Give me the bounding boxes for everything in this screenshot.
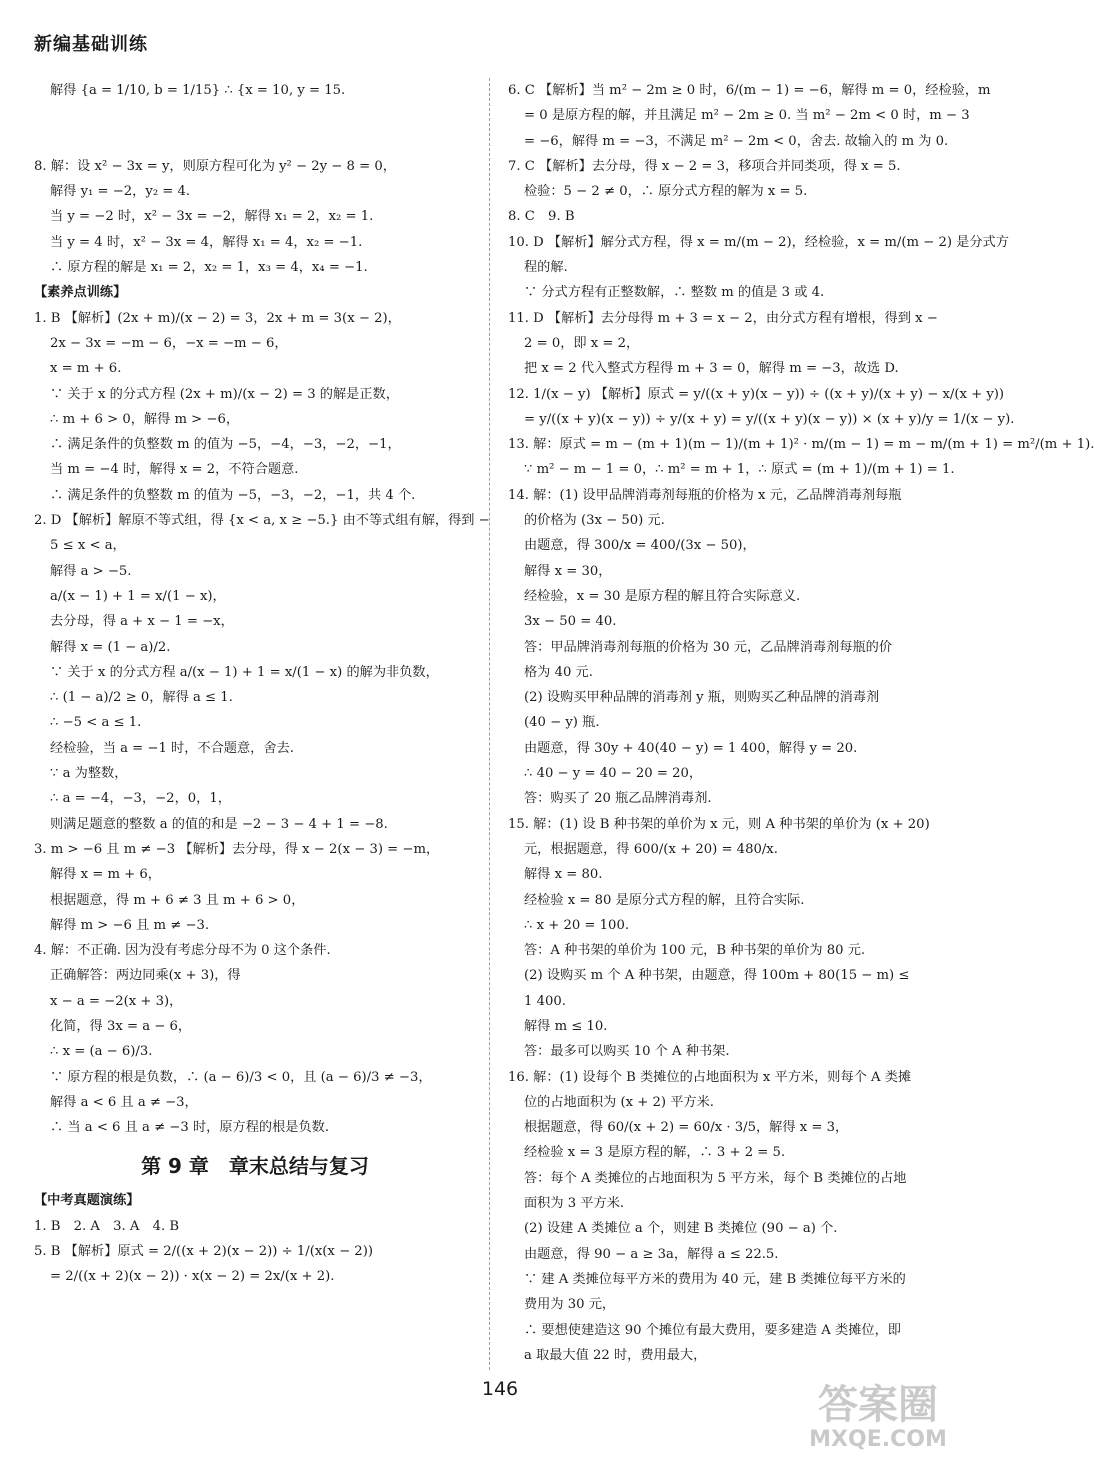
text-line: 答：购买了 20 瓶乙品牌消毒剂. (524, 791, 712, 807)
text-line: 经检验 x = 3 是原方程的解，∴ 3 + 2 = 5. (524, 1145, 786, 1161)
text-line: ∴ 满足条件的负整数 m 的值为 −5，−4，−3，−2，−1， (50, 437, 401, 453)
text-line: ∵ 分式方程有正整数解，∴ 整数 m 的值是 3 或 4. (524, 285, 825, 301)
chapter-title: 第 9 章 章末总结与复习 (141, 1154, 369, 1179)
page-header-title: 新编基础训练 (34, 34, 148, 55)
text-line: 8. 解：设 x² − 3x = y，则原方程可化为 y² − 2y − 8 = 0， (34, 158, 396, 174)
text-line: 解得 a < 6 且 a ≠ −3， (50, 1094, 198, 1110)
text-line: 解得 x = (1 − a)/2. (50, 639, 171, 655)
text-line: ∵ 建 A 类摊位每平方米的费用为 40 元，建 B 类摊位每平方米的 (524, 1271, 906, 1287)
text-line: ∴ 满足条件的负整数 m 的值为 −5，−3，−2，−1，共 4 个. (50, 487, 416, 503)
text-line: ∵ m² − m − 1 = 0，∴ m² = m + 1，∴ 原式 = (m + 1)/(m + 1) = 1. (524, 462, 955, 478)
watermark-logo (780, 1374, 976, 1452)
text-line: = 2/((x + 2)(x − 2)) · x(x − 2) = 2x/(x + 2). (50, 1269, 335, 1285)
text-line: 程的解. (524, 260, 568, 276)
text-line: 2x − 3x = −m − 6，−x = −m − 6， (50, 335, 288, 351)
text-line: 12. 1/(x − y) 【解析】原式 = y/((x + y)(x − y)) ÷ ((x + y)/(x + y) − x/(x + y)) (508, 386, 1005, 402)
text-line: 正确解答：两边同乘(x + 3)，得 (50, 968, 241, 984)
text-line: ∵ a 为整数， (50, 766, 128, 782)
text-line: 根据题意，得 m + 6 ≠ 3 且 m + 6 > 0， (50, 892, 305, 908)
text-line: 2 = 0，即 x = 2， (524, 335, 640, 351)
text-line: 元，根据题意，得 600/(x + 20) = 480/x. (524, 841, 778, 857)
text-line: 答：甲品牌消毒剂每瓶的价格为 30 元，乙品牌消毒剂每瓶的价 (524, 639, 893, 655)
page-number: 146 (481, 1378, 519, 1400)
text-line: a 取最大值 22 时，费用最大， (524, 1347, 707, 1363)
text-line: 位的占地面积为 (x + 2) 平方米. (524, 1094, 715, 1110)
text-line: 3. m > −6 且 m ≠ −3 【解析】去分母，得 x − 2(x − 3) = −m， (34, 841, 440, 857)
left-lines-after (34, 1188, 476, 1289)
right-lines (508, 78, 1094, 1368)
text-line: 解得 x = m + 6， (50, 867, 161, 883)
text-line: 4. 解：不正确. 因为没有考虑分母不为 0 这个条件. (34, 943, 331, 959)
text-line: 16. 解：(1) 设每个 B 类摊位的占地面积为 x 平方米，则每个 A 类摊 (508, 1069, 912, 1085)
text-line: ∵ 关于 x 的分式方程 a/(x − 1) + 1 = x/(1 − x) 的解为非负数， (50, 664, 439, 680)
text-line: = y/((x + y)(x − y)) ÷ y/(x + y) = y/((x + y)(x − y)) × (x + y)/y = 1/(x − y). (524, 411, 1015, 427)
text-line: (2) 设购买 m 个 A 种书架，由题意，得 100m + 80(15 − m) ≤ (524, 968, 910, 984)
text-line: 费用为 30 元， (524, 1297, 616, 1313)
text-line: ∴ 要想使建造这 90 个摊位有最大费用，要多建造 A 类摊位，即 (524, 1322, 901, 1338)
text-line: ∴ x + 20 = 100. (524, 917, 630, 933)
text-line: ∴ 原方程的解是 x₁ = 2，x₂ = 1，x₃ = 4，x₄ = −1. (50, 260, 368, 276)
text-line: 解得 a > −5. (50, 563, 132, 579)
text-line: 化简，得 3x = a − 6， (50, 1018, 192, 1034)
text-line: 答：A 种书架的单价为 100 元，B 种书架的单价为 80 元. (524, 943, 866, 959)
text-line: ∴ a = −4，−3，−2，0，1， (50, 791, 231, 807)
text-line: 1 400. (524, 993, 566, 1009)
text-line: (2) 设建 A 类摊位 a 个，则建 B 类摊位 (90 − a) 个. (524, 1221, 838, 1237)
text-line: 经检验，x = 30 是原方程的解且符合实际意义. (524, 588, 801, 604)
text-line (34, 129, 476, 154)
text-line: 3x − 50 = 40. (524, 614, 617, 630)
text-line: ∴ 当 a < 6 且 a ≠ −3 时，原方程的根是负数. (50, 1120, 330, 1136)
text-line (34, 103, 476, 128)
text-line: ∴ x = (a − 6)/3. (50, 1044, 153, 1060)
text-line: ∴ m + 6 > 0，解得 m > −6， (50, 411, 240, 427)
text-line: 11. D 【解析】去分母得 m + 3 = x − 2，由分式方程有增根，得到 x − (508, 310, 938, 326)
text-line: 7. C 【解析】去分母，得 x − 2 = 3，移项合并同类项，得 x = 5. (508, 158, 901, 174)
text-line: ∴ −5 < a ≤ 1. (50, 715, 142, 731)
text-line: 由题意，得 30y + 40(40 − y) = 1 400，解得 y = 20. (524, 740, 858, 756)
text-line: 【中考真题演练】 (34, 1193, 140, 1209)
text-line: 13. 解：原式 = m − (m + 1)(m − 1)/(m + 1)² · m/(m − 1) = m − m/(m + 1) = m²/(m + 1). (508, 437, 1094, 453)
text-line: ∴ (1 − a)/2 ≥ 0，解得 a ≤ 1. (50, 690, 233, 706)
text-line: 解得 m ≤ 10. (524, 1018, 608, 1034)
text-line: ∴ 40 − y = 40 − 20 = 20， (524, 766, 703, 782)
text-line: 解得 x = 30， (524, 563, 612, 579)
text-line: 则满足题意的整数 a 的值的和是 −2 − 3 − 4 + 1 = −8. (50, 816, 388, 832)
text-line: a/(x − 1) + 1 = x/(1 − x)， (50, 588, 226, 604)
text-line: 面积为 3 平方米. (524, 1196, 625, 1212)
text-line: x = m + 6. (50, 361, 122, 377)
text-line: 把 x = 2 代入整式方程得 m + 3 = 0，解得 m = −3，故选 D. (524, 361, 899, 377)
text-line: 10. D 【解析】解分式方程，得 x = m/(m − 2)，经检验，x = m/(m − 2) 是分式方 (508, 234, 1009, 250)
text-line: = 0 是原方程的解，并且满足 m² − 2m ≥ 0. 当 m² − 2m < 0 时，m − 3 (524, 108, 970, 124)
text-line: 由题意，得 300/x = 400/(3x − 50)， (524, 538, 756, 554)
text-line: 当 y = −2 时，x² − 3x = −2，解得 x₁ = 2，x₂ = 1. (50, 209, 374, 225)
text-line: 当 y = 4 时，x² − 3x = 4，解得 x₁ = 4，x₂ = −1. (50, 234, 363, 250)
text-line: 【素养点训练】 (34, 285, 127, 301)
text-line: 根据题意，得 60/(x + 2) = 60/x · 3/5，解得 x = 3， (524, 1120, 849, 1136)
text-line: x − a = −2(x + 3)， (50, 993, 183, 1009)
text-line: (2) 设购买甲种品牌的消毒剂 y 瓶，则购买乙种品牌的消毒剂 (524, 690, 880, 706)
text-line: 答：每个 A 类摊位的占地面积为 5 平方米，每个 B 类摊位的占地 (524, 1170, 907, 1186)
text-line: (40 − y) 瓶. (524, 715, 600, 731)
text-line: 由题意，得 90 − a ≥ 3a，解得 a ≤ 22.5. (524, 1246, 779, 1262)
watermark-url: MXQE.COM (809, 1427, 947, 1452)
column-divider (489, 78, 490, 1370)
text-line: = −6，解得 m = −3，不满足 m² − 2m < 0，舍去. 故输入的 m 为 0. (524, 133, 949, 149)
text-line: 格为 40 元. (524, 664, 593, 680)
text-line: 14. 解：(1) 设甲品牌消毒剂每瓶的价格为 x 元，乙品牌消毒剂每瓶 (508, 487, 902, 503)
left-column (34, 78, 490, 1290)
text-line: 当 m = −4 时，解得 x = 2，不符合题意. (50, 462, 299, 478)
text-line: 1. B 【解析】(2x + m)/(x − 2) = 3，2x + m = 3(x − 2)， (34, 310, 401, 326)
text-line: 解得 y₁ = −2，y₂ = 4. (50, 184, 191, 200)
text-line: 检验：5 − 2 ≠ 0，∴ 原分式方程的解为 x = 5. (524, 184, 808, 200)
text-line: 经检验，当 a = −1 时，不合题意，舍去. (50, 740, 294, 756)
text-line: ∵ 关于 x 的分式方程 (2x + m)/(x − 2) = 3 的解是正数， (50, 386, 399, 402)
text-line: 解得 {a = 1/10, b = 1/15} ∴ {x = 10, y = 15. (50, 83, 346, 98)
text-line: 8. C 9. B (508, 209, 575, 225)
text-line: 答：最多可以购买 10 个 A 种书架. (524, 1044, 730, 1060)
text-line: 5 ≤ x < a， (50, 538, 126, 554)
text-line: 15. 解：(1) 设 B 种书架的单价为 x 元，则 A 种书架的单价为 (x + 20) (508, 816, 930, 832)
left-lines (34, 78, 490, 1140)
text-line: 6. C 【解析】当 m² − 2m ≥ 0 时，6/(m − 1) = −6，解得 m = 0，经检验，m (508, 83, 991, 98)
text-line: 解得 x = 80. (524, 867, 603, 883)
text-line: 的价格为 (3x − 50) 元. (524, 513, 665, 529)
text-line: 解得 m > −6 且 m ≠ −3. (50, 917, 210, 933)
right-column (508, 78, 1094, 1368)
text-line: 经检验 x = 80 是原分式方程的解，且符合实际. (524, 892, 805, 908)
text-line: 去分母，得 a + x − 1 = −x， (50, 614, 234, 630)
text-line: 5. B 【解析】原式 = 2/((x + 2)(x − 2)) ÷ 1/(x(x − 2)) (34, 1244, 373, 1260)
text-line: 2. D 【解析】解原不等式组，得 {x < a, x ≥ −5.} 由不等式组有解，得到 − (34, 513, 490, 529)
text-line: ∵ 原方程的根是负数，∴ (a − 6)/3 < 0，且 (a − 6)/3 ≠ −3， (50, 1069, 432, 1085)
text-line: 1. B 2. A 3. A 4. B (34, 1218, 180, 1234)
watermark-text: 答案圈 (818, 1382, 938, 1428)
